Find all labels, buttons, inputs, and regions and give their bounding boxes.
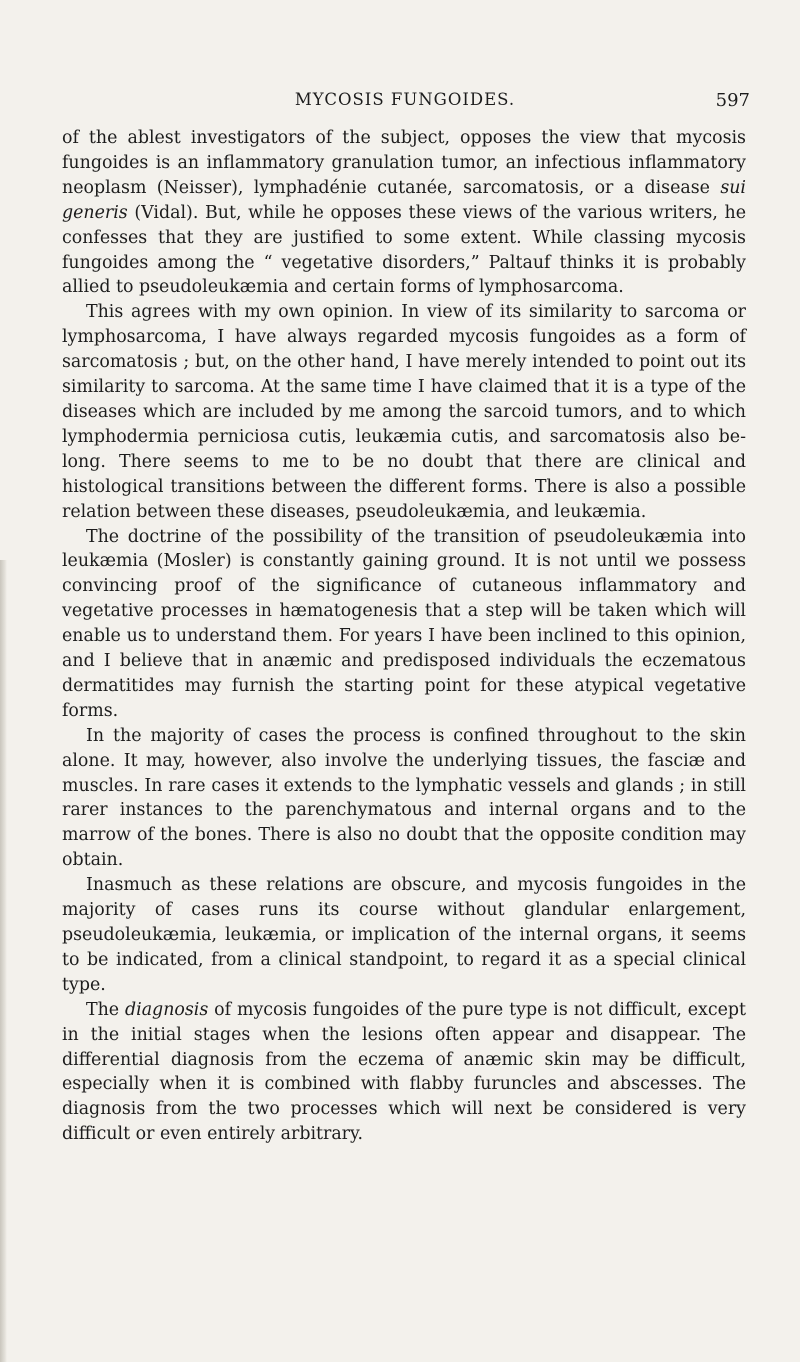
running-head	[60, 90, 750, 116]
paragraph: Inasmuch as these relations are obscure, and mycosis fungoides in the majority of cases runs its course without glandular enlargement, pseudoleukæmia, leukæmia, or implication of the internal organs, it seems to be indicated, from a clinical standpoint, to regard it as a special clinical type.	[62, 875, 746, 995]
running-title: MYCOSIS FUNGOIDES.	[294, 90, 516, 109]
page-binding-shadow	[0, 560, 7, 1362]
body-text	[62, 126, 746, 1147]
paragraph: This agrees with my own opinion. In view of its similarity to sarcoma or lymphosarcoma, I have always regarded mycosis fungoides as a form of sarcomatosis ; but, on the other hand, I have merely intended to point out its similarity to sarcoma. At the same time I have claimed that it is a type of the diseases which are included by me among the sarcoid tumors, and to which lymphodermia perniciosa cutis, leukæmia cutis, and sarcomatosis also belong. There seems to me to be no doubt that there are clinical and histological transitions between the different forms. There is also a possible relation between these diseases, pseudoleukæmia, and leukæmia.	[62, 302, 746, 522]
paragraph: of the ablest investigators of the subject, opposes the view that mycosis fungoides is an inflammatory granulation tumor, an infectious inflammatory neoplasm (Neisser), lymphadénie cutanée, sarcomatosis, or a disease sui generis (Vidal). But, while he opposes these views of the various writers, he confesses that they are justified to some extent. While classing mycosis fungoides among the “ vegetative disorders,” Paltauf thinks it is probably allied to pseudoleukæmia and certain forms of lymphosarcoma.	[62, 128, 746, 298]
paragraph: In the majority of cases the process is confined throughout to the skin alone. It may, however, also involve the underlying tissues, the fasciæ and muscles. In rare cases it extends to the lymphatic vessels and glands ; in still rarer instances to the parenchymatous and internal organs and to the marrow of the bones. There is also no doubt that the opposite condition may obtain.	[62, 725, 746, 871]
paragraph: The doctrine of the possibility of the transition of pseudoleukæmia into leukæmia (Mosler) is constantly gaining ground. It is not until we possess convincing proof of the significance of cutaneous inflammatory and vegetative processes in hæmatogenesis that a step will be taken which will enable us to understand them. For years I have been inclined to this opinion, and I believe that in anæmic and predisposed individuals the eczematous dermatitides may furnish the starting point for these atypical vegetative forms.	[62, 526, 746, 721]
page-number: 597	[715, 90, 750, 111]
paragraph: The diagnosis of mycosis fungoides of the pure type is not difficult, except in the initial stages when the lesions often appear and disappear. The differential diagnosis from the eczema of anæmic skin may be difficult, especially when it is combined with flabby furuncles and abscesses. The diagnosis from the two processes which will next be considered is very difficult or even entirely arbitrary.	[62, 999, 746, 1145]
